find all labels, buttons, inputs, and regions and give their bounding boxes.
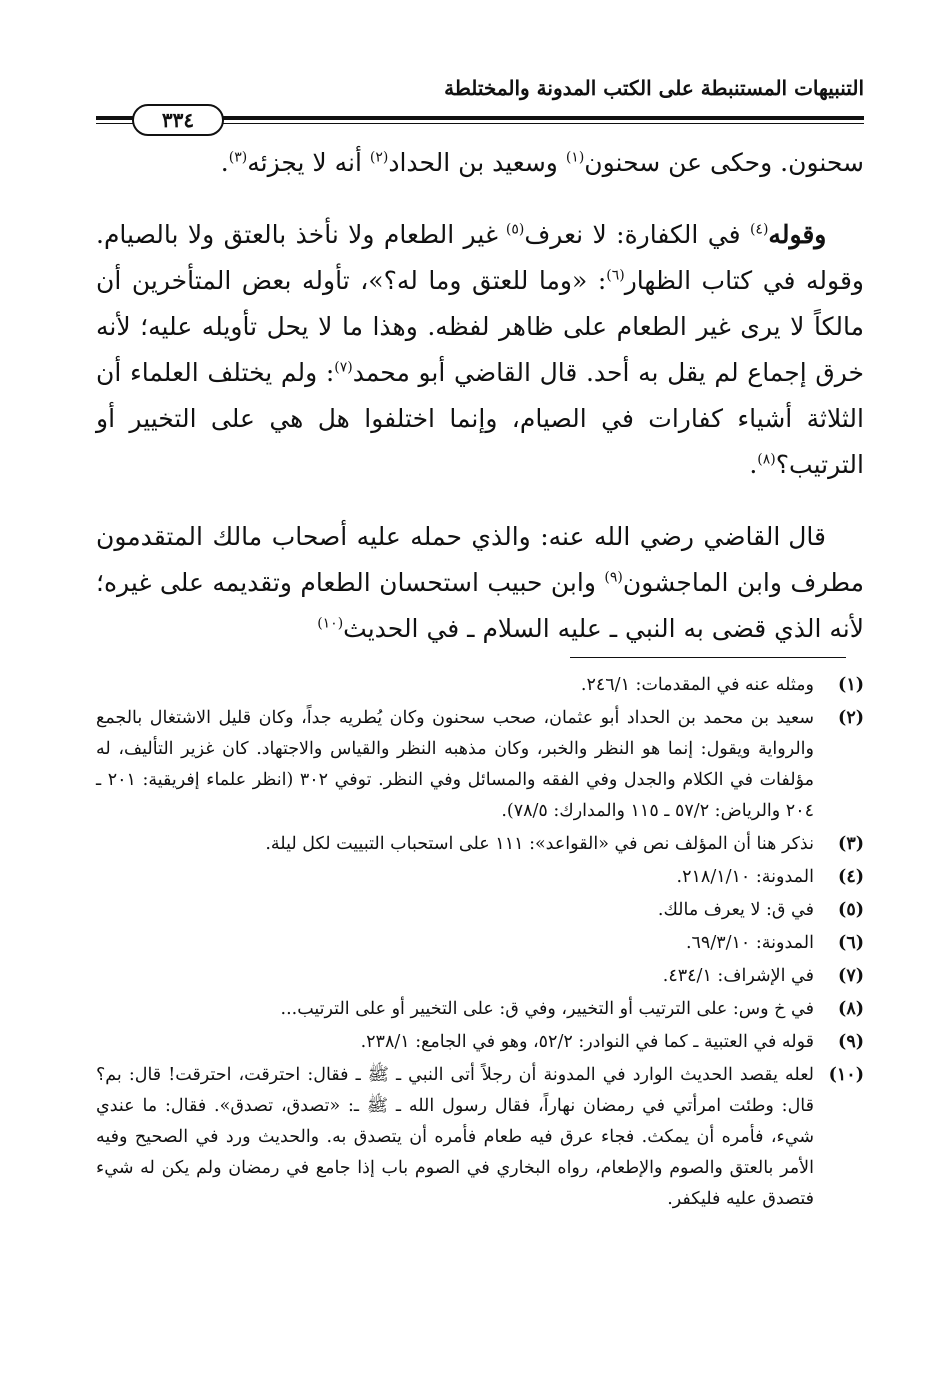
footnote-number: (٦) [838,933,864,953]
text-run: في الكفارة: لا نعرف [524,220,750,249]
footnote-number: (٢) [838,708,864,728]
footnote-ref: (٧) [334,359,353,376]
footnote-ref: (٨) [757,451,776,468]
footnote-number: (٨) [838,999,864,1019]
lead-word: وقوله [768,220,827,249]
text-run: قال القاضي رضي الله عنه: والذي حمله عليه أصحاب مالك المتقدمون مطرف وابن الماجشون [96,522,864,597]
footnote [96,829,864,860]
footnote-ref: (٢) [369,149,389,166]
footnote [96,862,864,893]
footnote-ref: (٥) [505,221,525,238]
footnote-number: (٧) [838,966,864,986]
text-run: . [220,148,229,177]
text-run: وابن حبيب استحسان الطعام وتقديمه على غيره؛ لأنه الذي قضى به النبي ـ عليه السلام ـ في الحديث [96,568,864,643]
text-run: وسعيد بن الحداد [388,148,566,177]
paragraph-3 [96,514,864,652]
footnote-text: ومثله عنه في المقدمات: ٢٤٦/١. [580,675,814,695]
paragraph-2 [96,212,864,488]
footnote [96,994,864,1025]
text-run: . [749,450,758,479]
footnote-text: قوله في العتبية ـ كما في النوادر: ٥٢/٢، وهو في الجامع: ٢٣٨/١. [360,1032,814,1052]
footnote-separator [570,657,846,658]
footnote-text: المدونة: ٦٩/٣/١٠. [685,933,814,953]
footnote [96,1060,864,1215]
footnote-number: (١) [838,675,864,695]
footnote-ref: (٦) [606,267,625,284]
footnote [96,961,864,992]
footnote-number: (٤) [838,867,864,887]
page-number: ٣٣٤ [132,104,224,136]
footnote [96,895,864,926]
footnote-number: (٣) [838,834,864,854]
footnote-text: نذكر هنا أن المؤلف نص في «القواعد»: ١١١ على استحباب التبييت لكل ليلة. [265,834,814,854]
footnote-text: في خ وس: على الترتيب أو التخيير، وفي ق: على التخيير أو على الترتيب... [280,999,814,1019]
main-text [96,140,864,678]
footnote-ref: (١٠) [317,615,344,632]
footnote-ref: (١) [565,149,585,166]
text-run: : «وما للعتق وما له؟»، تأوله بعض المتأخرين أن مالكاً لا يرى غير الطعام على ظاهر لفظه. وهذا ما لا يحل تأويله عليه؛ لأنه خرق إجماع لم يقل به أحد. قال القاضي أبو محمد [96,266,864,387]
text-run: أنه لا يجزئه [247,148,370,177]
footnote [96,670,864,701]
text-run: : ولم يختلف العلماء أن الثلاثة أشياء كفارات في الصيام، وإنما اختلفوا هل هي على التخيير أو الترتيب؟ [96,358,864,479]
running-title: التنبيهات المستنبطة على الكتب المدونة والمختلطة [444,76,864,100]
footnote-number: (١٠) [828,1065,864,1085]
footnote-text: لعله يقصد الحديث الوارد في المدونة أن رجلاً أتى النبي ـ ﷺ ـ فقال: احترقت، احترقت! قال: بم؟ قال: وطئت امرأتي في رمضان نهاراً، فقال رسول الله ـ ﷺ ـ: «تصدق، تصدق». فقال: ما عندي شيء، فأمره أن يمكث. فجاء عرق فيه طعام فأمره أن يتصدق به. والحديث ورد في الصحيح وفيه الأمر بالعتق والصوم والإطعام، رواه البخاري في الصوم باب إذا جامع في رمضان ولم يكن له شيء فتصدق عليه فليكفر. [96,1065,814,1209]
footnote-text: في الإشراف: ٤٣٤/١. [662,966,814,986]
footnote-text: سعيد بن محمد بن الحداد أبو عثمان، صحب سحنون وكان يُطريه جداً، وكان قليل الاشتغال بالجمع والرواية ويقول: إنما هو النظر والخبر، وكان مذهبه النظر والقياس والاجتهاد. كان غزير التأليف، له مؤلفات في الكلام والجدل وفي الفقه والمسائل وفي النظر. توفي ٣٠٢ (انظر علماء إفريقية: ٢٠١ ـ ٢٠٤ والرياض: ٥٧/٢ ـ ١١٥ والمدارك: ٧٨/٥). [96,708,814,821]
footnote-ref: (٤) [749,221,769,238]
footnote [96,703,864,827]
footnote [96,928,864,959]
paragraph-1 [96,140,864,186]
footnotes [96,670,864,1217]
footnote-text: المدونة: ٢١٨/١/١٠. [676,867,814,887]
footnote-number: (٥) [838,900,864,920]
page-header [96,76,864,132]
text-run: غير الطعام ولا نأخذ بالعتق ولا بالصيام. وقوله في كتاب الظهار [96,220,864,295]
footnote-ref: (٣) [228,149,248,166]
footnote-number: (٩) [838,1032,864,1052]
footnote-ref: (٩) [604,569,623,586]
footnote [96,1027,864,1058]
text-run: سحنون. وحكى عن سحنون [584,148,864,177]
footnote-text: في ق: لا يعرف مالك. [657,900,814,920]
